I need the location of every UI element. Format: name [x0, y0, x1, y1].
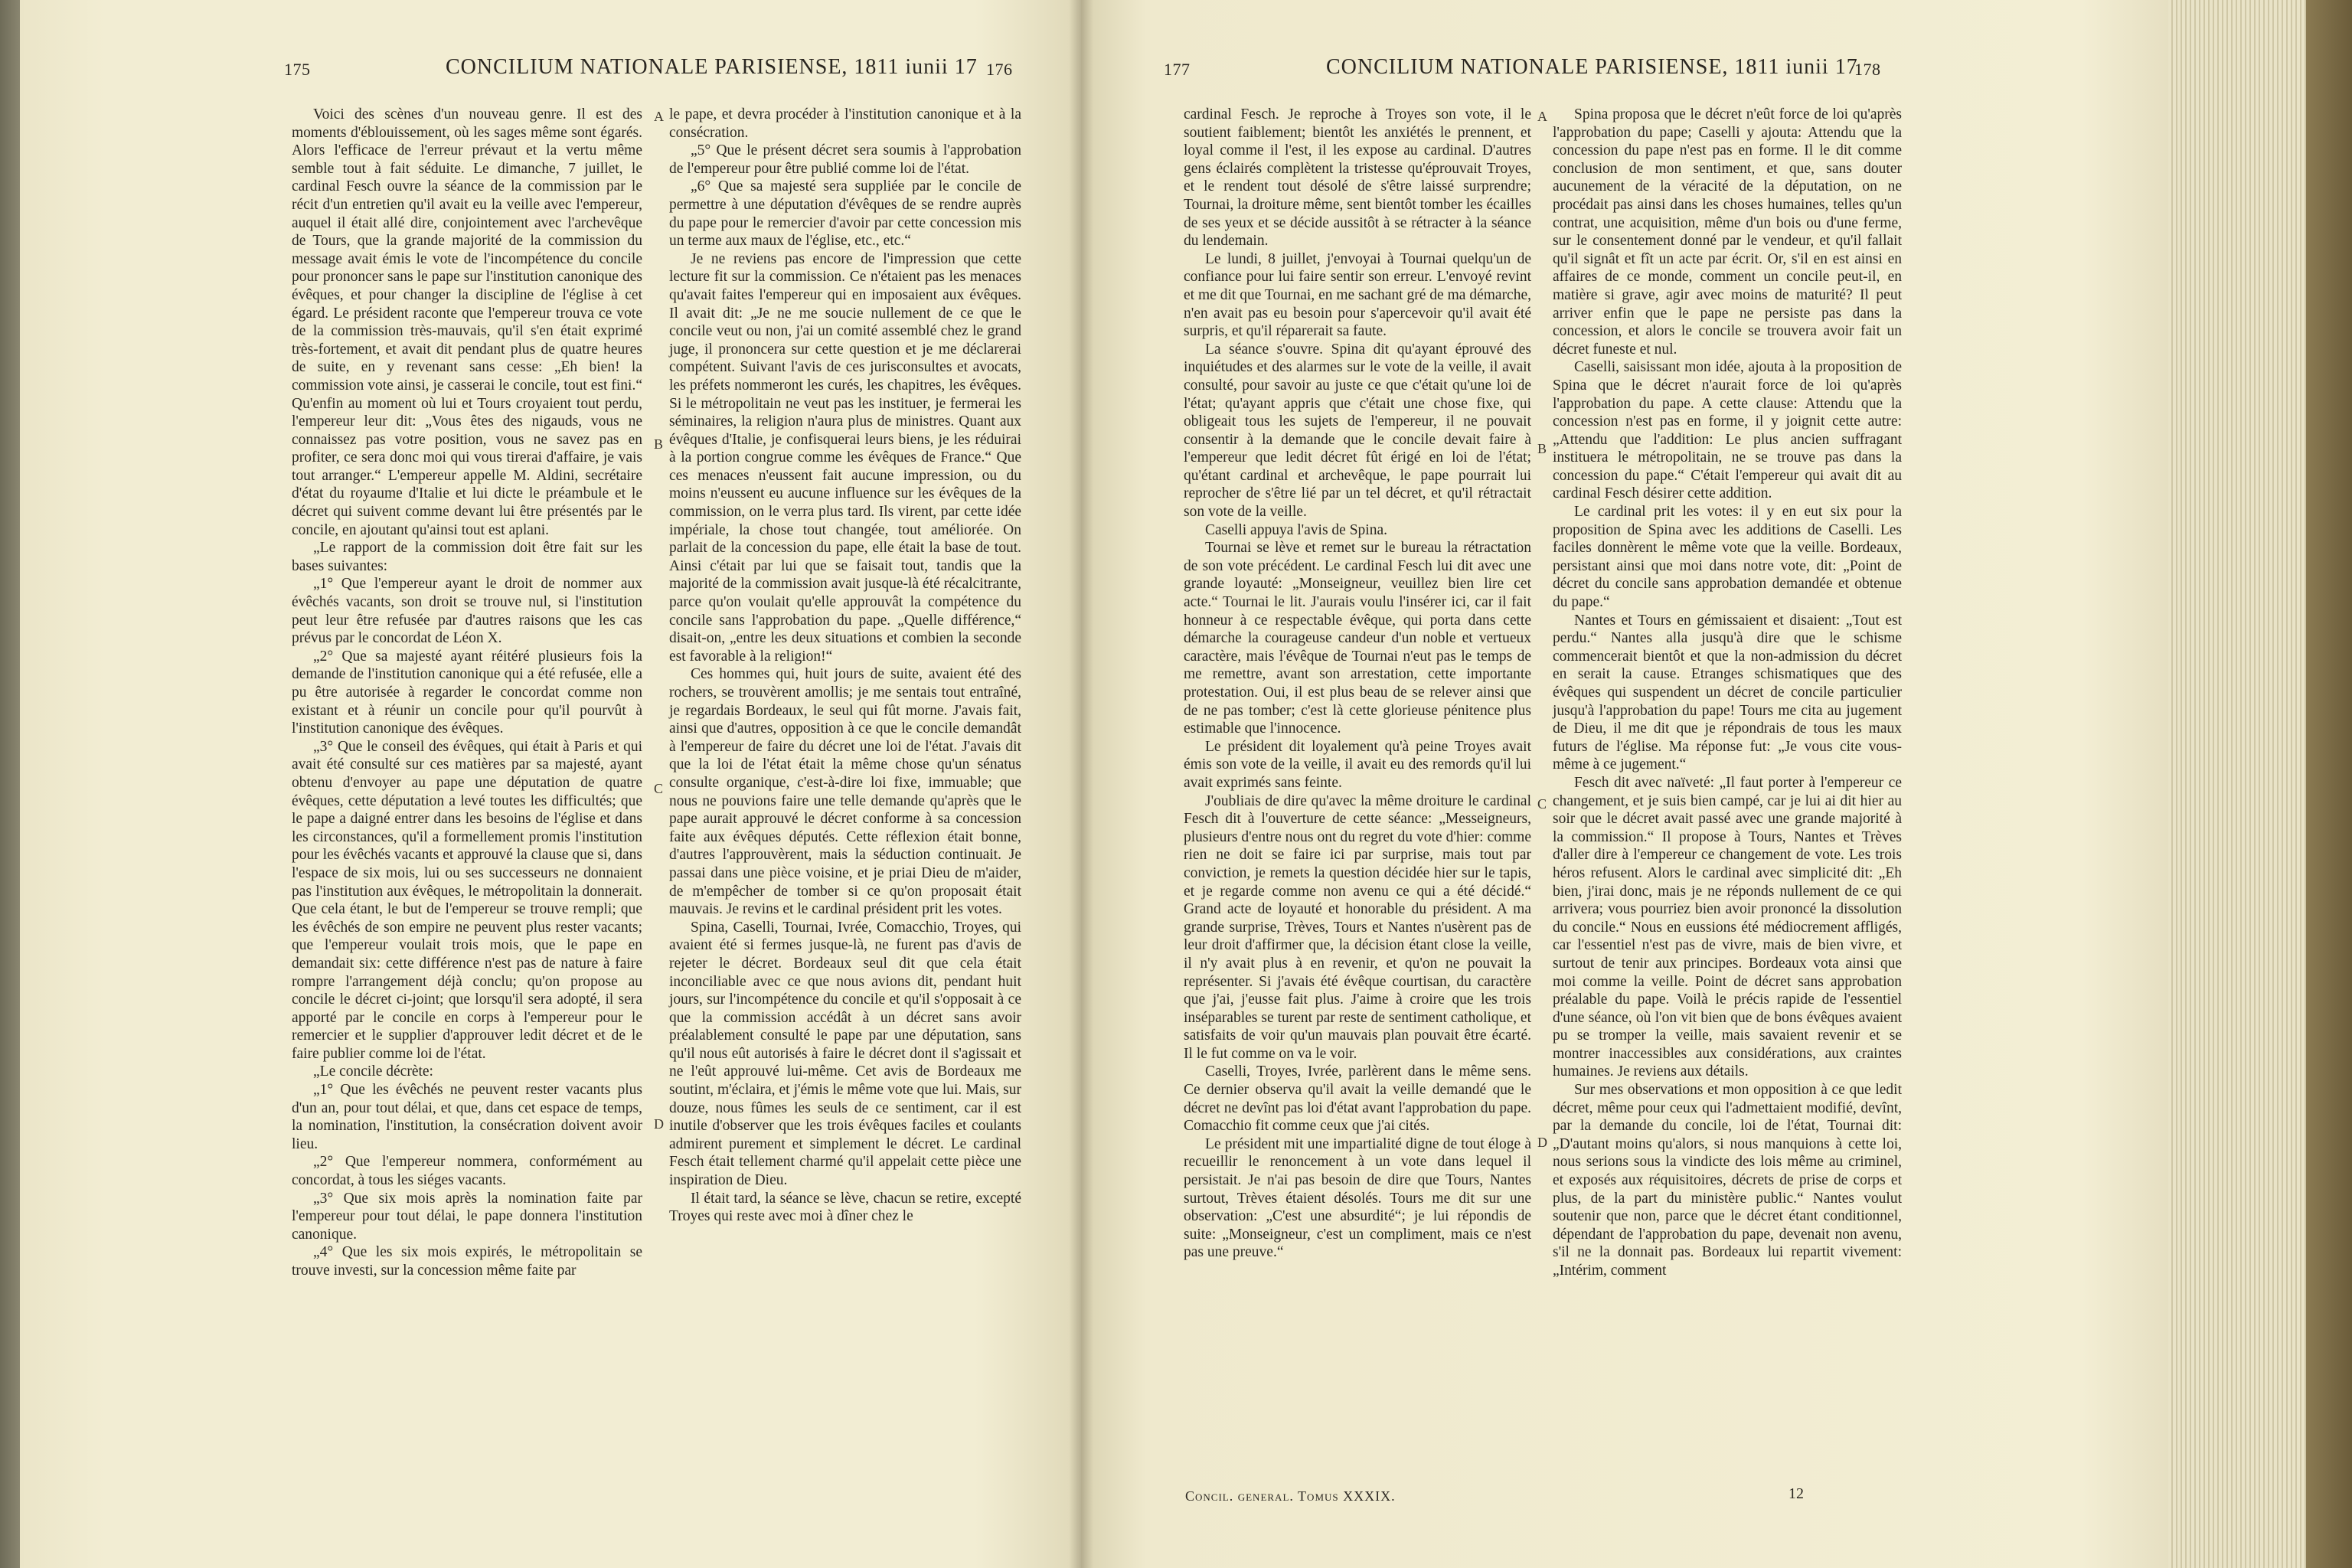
margin-letter-c: C	[1537, 796, 1547, 812]
paragraph: „1° Que l'empereur ayant le droit de nommer aux évêchés vacants, son droit se trouve nul, si l'institution peut leur être refusée par d'autres raisons que les cas prévus par le concordat de Léon X.	[292, 576, 642, 647]
page-stack-edge	[2168, 0, 2306, 1568]
page-number-176: 176	[986, 60, 1013, 79]
paragraph: Caselli, Troyes, Ivrée, parlèrent dans le même sens. Ce dernier observa qu'il avait la veille demandé que le décret ne devînt pas loi d'état avant l'approbation du pape. Comacchio fit comme ceux que j'ai cités.	[1184, 1063, 1531, 1135]
paragraph: „Le rapport de la commission doit être fait sur les bases suivantes:	[292, 540, 642, 574]
paragraph: Nantes et Tours en gémissaient et disaient: „Tout est perdu.“ Nantes alla jusqu'à dire que le schisme commencerait bientôt et que la non-admission du décret en serait la cause. Etranges schismatiques que des évêques qui suspendent un décret de concile particulier jusqu'à l'approbation du pape! Tours me cita au jugement de Dieu, il me dit que je répondrais de tous les maux futurs de l'église. Ma réponse fut: „Je vous cite vous-même à ce jugement.“	[1553, 612, 1902, 773]
paragraph: le pape, et devra procéder à l'institution canonique et à la consécration.	[669, 106, 1021, 141]
paragraph: Caselli, saisissant mon idée, ajouta à la proposition de Spina que le décret n'aurait force de loi qu'après l'approbation du pape. A cette clause: Attendu que la concession n'est pas en forme, il y joignit cette autre: „Attendu que l'addition: Le plus ancien suffragant instituera le métropolitain, ne se trouve pas dans la concession du pape.“ C'était l'empereur qui avait dit au cardinal Fesch désirer cette addition.	[1553, 359, 1902, 502]
paragraph: Spina, Caselli, Tournai, Ivrée, Comacchio, Troyes, qui avaient été si fermes jusque-là, ne furent pas d'avis de rejeter le décret. Bordeaux seul dit que cela était inconciliable avec ce que nous avions dit, pendant huit jours, sur l'incompétence du concile et qu'il s'opposait à ce que la commission accédât à un décret sans avoir préalablement consulté le pape par une députation, sans qu'il nous eût autorisés à faire le décret dont il s'agissait et ne l'eût approuvé lui-même. Cet avis de Bordeaux me soutint, m'éclaira, et j'émis le même vote que lui. Mais, sur douze, nous fûmes les seuls de ce sentiment, car il est inutile d'observer que les trois évêques faciles et coulants admirent purement et simplement le décret. Le cardinal Fesch était tellement charmé qu'il appelait cette pièce une inspiration de Dieu.	[669, 919, 1021, 1189]
paragraph: Je ne reviens pas encore de l'impression que cette lecture fit sur la commission. Ce n'étaient pas les menaces qu'avait faites l'empereur qui en imposaient aux évêques. Il avait dit: „Je ne me soucie nullement de ce que le concile veut ou non, j'ai un comité assemblé chez le grand juge, il prononcera sur cette question et je me déclarerai compétent. Suivant l'avis de ces jurisconsultes et avocats, les préfets nommeront les curés, les chapitres, les évêques. Si le métropolitain ne veut pas les instituer, je fermerai les séminaires, la religion n'aura plus de ministres. Quant aux évêques d'Italie, je confisquerai leurs biens, je les réduirai à la portion congrue comme les évêques de France.“ Que ces menaces n'eussent fait aucune impression, ou du moins n'eussent eu aucune influence sur les évêques de la commission, on le verra plus tard. Ils virent, par cette idée impériale, la chose tout changée, tout améliorée. On parlait de la concession du pape, elle était la base de tout. Ainsi c'était par lui que se faisait tout, tandis que la majorité de la commission avait jusque-là été récalcitrante, parce qu'on voulait qu'elle approuvât la compétence du concile sans l'approbation du pape. „Quelle différence,“ disait-on, „entre les deux situations et combien la seconde est favorable à la religion!“	[669, 250, 1021, 665]
paragraph: Spina proposa que le décret n'eût force de loi qu'après l'approbation du pape; Caselli y ajouta: Attendu que la concession du pape n'est pas en forme. Il le dit comme conclusion de mon sentiment, et que, sans douter aucunement de la véracité de la députation, on ne procédait pas ainsi dans les choses humaines, telles qu'un contrat, une acquisition, même d'un bois ou d'une ferme, sur le consentement donné par le vendeur, et qu'il fallait qu'il signât et fît un acte par écrit. Or, s'il en est ainsi en affaires de ce monde, comment un concile peut-il, en matière si grave, agir avec moins de maturité? Il peut arriver enfin que le pape ne persiste pas dans la concession, et alors le concile se trouvera avoir fait un décret funeste et nul.	[1553, 106, 1902, 358]
paragraph: Le président mit une impartialité digne de tout éloge à recueillir le renoncement à un vote dans lequel il persistait. Je n'ai pas besoin de dire que Tours, Nantes surtout, Trèves étaient désolés. Tours me dit sur une observation: „C'est une absurdité“; je lui répondis de suite: „Monseigneur, c'est un compliment, mais ce n'est pas une preuve.“	[1184, 1135, 1531, 1261]
paragraph: „3° Que le conseil des évêques, qui était à Paris et qui avait été consulté sur ces matières par sa majesté, ayant obtenu d'envoyer au pape une députation de quatre évêques, cette députation a levé toutes les difficultés; que le pape a daigné entrer dans les besoins de l'église et dans les circonstances, qu'il a formellement promis l'institution pour les évêchés vacants et approuvé la clause que si, dans l'espace de six mois, lui ou ses successeurs ne donnaient pas l'institution aux évêques, le métropolitain la donnerait. Que cela étant, le but de l'empereur se trouve rempli; que les évêchés de son empire ne peuvent plus rester vacants; que l'empereur voulait trois mois, que le pape en demandait six: cette différence n'est pas de nature à faire rompre l'arrangement déjà conclu; qu'on propose au concile le décret ci-joint; que lorsqu'il sera adopté, il sera apporté par le concile en corps à l'empereur pour le remercier et le supplier d'approuver ledit décret et de le faire publier comme loi de l'état.	[292, 738, 642, 1062]
paragraph: Ces hommes qui, huit jours de suite, avaient été des rochers, se trouvèrent amollis; je me sentais tout entraîné, je regardais Bordeaux, le seul qui fût morne. J'avais fait, ainsi que d'autres, opposition à ce que le concile demandât à l'empereur de faire du décret une loi de l'état. J'avais dit que la loi de l'état était la même chose qu'un sénatus consulte organique, c'est-à-dire loi fixe, immuable; que nous ne pouvions faire une telle demande qu'après que le pape aurait approuvé le décret conforme à sa concession faite aux évêques députés. Cette réflexion était bonne, d'autres l'approuvèrent, mais la séduction continuait. Je passai dans une pièce voisine, et je priai Dieu de m'aider, de m'empêcher de tomber si ce qu'on proposait était mauvais. Je revins et le cardinal président prit les votes.	[669, 666, 1021, 918]
page-number-177: 177	[1164, 60, 1191, 79]
book-right-edge	[2168, 0, 2352, 1568]
paragraph: Sur mes observations et mon opposition à ce que ledit décret, même pour ceux qui l'admettaient modifié, devînt, par la demande du concile, loi de l'état, Tournai dit: „D'autant moins qu'alors, si nous manquions à cette loi, nous serions sous la vindicte des lois même au criminel, et exposés aux réquisitoires, décrets de prise de corps et plus, de la part du ministère public.“ Nantes voulut soutenir que non, parce que le décret étant conditionnel, dépendant de l'approbation du pape, devenait non avenu, s'il ne la donnait pas. Bordeaux lui repartit vivement: „Intérim, comment	[1553, 1082, 1902, 1279]
running-title-right: CONCILIUM NATIONALE PARISIENSE, 1811 iunii 17	[1326, 55, 1858, 79]
paragraph: „Le concile décrète:	[313, 1063, 433, 1080]
running-title-left: CONCILIUM NATIONALE PARISIENSE, 1811 iunii 17	[446, 55, 978, 79]
right-page-column-a	[1184, 106, 1531, 1262]
right-page-column-b	[1553, 106, 1902, 1280]
book-cover-edge	[2306, 0, 2352, 1568]
margin-letter-a: A	[1537, 109, 1547, 124]
footer-sheet-number: 12	[1788, 1485, 1804, 1502]
margin-letter-b: B	[654, 436, 664, 452]
left-page-header	[20, 55, 1081, 86]
left-page-column-a	[292, 106, 642, 1280]
paragraph: Caselli appuya l'avis de Spina.	[1205, 521, 1388, 538]
paragraph: „3° Que six mois après la nomination faite par l'empereur pour tout délai, le pape donnera l'institution canonique.	[292, 1190, 642, 1243]
margin-letter-d: D	[1537, 1135, 1547, 1150]
paragraph: Le cardinal prit les votes: il y en eut six pour la proposition de Spina avec les additions de Caselli. Les faciles donnèrent le même vote que la veille. Bordeaux, persistant ainsi que moi dans notre vote, dit: „Point de décret du concile sans approbation demandée et obtenue du pape.“	[1553, 504, 1902, 611]
paragraph: Voici des scènes d'un nouveau genre. Il est des moments d'éblouissement, où les sages même sont égarés. Alors l'efficace de l'erreur prévaut et la vertu même semble tout à fait séduite. Le dimanche, 7 juillet, le cardinal Fesch ouvre la séance de la commission par le récit d'un entretien qu'il avait eu la veille avec l'empereur, auquel il était allé dire, conjointement avec l'archevêque de Tours, que la grande majorité de la commission du message avait émis le vote de l'incompétence du concile pour prononcer sans le pape sur l'institution canonique des évêques, et pour changer la discipline de l'église à cet égard. Le président raconte que l'empereur trouva ce vote de la commission très-mauvais, qu'il s'en était exprimé très-fortement, et avait dit pendant plus de quatre heures de suite, en y revenant sans cesse: „Eh bien! la commission vote ainsi, je casserai le concile, tout est fini.“ Qu'enfin au moment où lui et Tours croyaient tout perdu, l'empereur leur dit: „Vous êtes des nigauds, vous ne connaissez pas votre position, vous ne savez pas en profiter, ce sera donc moi qui vous tirerai d'affaire, je vais tout arranger.“ L'empereur appelle M. Aldini, secrétaire d'état du royaume d'Italie et lui dicte le préambule et le décret qui suivent comme devant lui être présentés par le concile, en ajoutant qu'ainsi tout est aplani.	[292, 106, 642, 538]
footer-signature: Concil. general. Tomus XXXIX.	[1185, 1488, 1396, 1504]
paragraph: „2° Que l'empereur nommera, conformément au concordat, à tous les siéges vacants.	[292, 1154, 642, 1189]
paragraph: J'oubliais de dire qu'avec la même droiture le cardinal Fesch dit à l'ouverture de cette séance: „Messeigneurs, plusieurs d'entre nous ont du regret du vote d'hier: comme rien ne doit se faire ici par surprise, mais tout par conviction, je remets la question décidée hier sur le tapis, et je regarde comme non avenu ce qui a été décidé.“ Grand acte de loyauté et honorable du président. A ma grande surprise, Trèves, Tours et Nantes n'usèrent pas de leur droit d'affirmer que, la décision étant close la veille, il n'y avait plus à en revenir, et qu'on ne pouvait la représenter. Si j'avais été évêque courtisan, du caractère que j'ai, j'eusse fait plus. J'aime à croire que les trois inséparables se turent par reste de sentiment catholique, et satisfaits de voir qu'un mauvais plan pouvait être écarté. Il le fut comme on va le voir.	[1184, 792, 1531, 1062]
left-page-column-b	[669, 106, 1021, 1226]
book-gutter-shadow	[1069, 0, 1093, 1568]
paragraph: cardinal Fesch. Je reproche à Troyes son vote, il le soutient faiblement; bientôt les anxiétés le prennent, et loyal comme il l'est, il les expose au cardinal. D'autres gens éclairés complètent la tristesse qu'éprouvait Troyes, et le rendent tout désolé de s'être laissé surprendre; Tournai, la droiture même, sent bientôt tomber les écailles de ses yeux et se décide aussitôt à se rétracter à la séance du lendemain.	[1184, 106, 1531, 250]
paragraph: Il était tard, la séance se lève, chacun se retire, excepté Troyes qui reste avec moi à dîner chez le	[669, 1190, 1021, 1225]
paragraph: „2° Que sa majesté ayant réitéré plusieurs fois la demande de l'institution canonique qui a été refusée, elle a pu être autorisée à regarder le concordat comme non existant et à réunir un concile pour qu'il pourvût à l'institution canonique des évêques.	[292, 648, 642, 737]
right-page-header	[1081, 55, 2168, 86]
paragraph: Le président dit loyalement qu'à peine Troyes avait émis son vote de la veille, il avait eu des remords qu'il lui avait exprimés sans feinte.	[1184, 738, 1531, 791]
left-page	[20, 0, 1081, 1568]
paragraph: „4° Que les six mois expirés, le métropolitain se trouve investi, sur la concession même faite par	[292, 1244, 642, 1279]
page-number-175: 175	[284, 60, 311, 79]
paragraph: „5° Que le présent décret sera soumis à l'approbation de l'empereur pour être publié comme loi de l'état.	[669, 142, 1021, 177]
paragraph: „6° Que sa majesté sera suppliée par le concile de permettre à une députation d'évêques de se rendre auprès du pape pour le remercier d'avoir par cette concession mis un terme aux maux de l'église, etc., etc.“	[669, 178, 1021, 250]
margin-letter-c: C	[654, 781, 664, 796]
right-page	[1081, 0, 2168, 1568]
paragraph: La séance s'ouvre. Spina dit qu'ayant éprouvé des inquiétudes et des alarmes sur le vote de la veille, il avait consulté, pour savoir au juste ce que c'était qu'une loi de l'état; qu'ayant appris que c'était une chose fixe, qui obligeait tous les sujets de l'empereur, il ne pouvait consentir à la demande que le concile devait faire à l'empereur que ledit décret fût érigé en loi de l'état; qu'étant cardinal et archevêque, le pape pourrait lui reprocher de s'être lié par un tel décret, et qu'il rétractait son vote de la veille.	[1184, 341, 1531, 521]
margin-letter-b: B	[1537, 441, 1547, 456]
book-left-edge	[0, 0, 20, 1568]
paragraph: Le lundi, 8 juillet, j'envoyai à Tournai quelqu'un de confiance pour lui faire sentir son erreur. L'envoyé revint et me dit que Tournai, en me sachant gré de ma démarche, n'en avait pas eu besoin pour s'apercevoir qu'il avait été surpris, et qu'il réparerait sa faute.	[1184, 250, 1531, 340]
margin-letter-a: A	[654, 109, 664, 124]
paragraph: Fesch dit avec naïveté: „Il faut porter à l'empereur ce changement, et je suis bien campé, car je lui ai dit hier au soir que le décret avait passé avec une grande majorité à la commission.“ Il propose à Tours, Nantes et Trèves d'aller dire à l'empereur ce changement de vote. Les trois héros refusent. Alors le cardinal avec simplicité dit: „Eh bien, j'irai donc, mais je ne réponds nullement de ce qui arrivera; vous pourriez bien avoir prononcé la dissolution du concile.“ Nous en eussions été médiocrement affligés, car l'essentiel n'est pas de vivre, mais de bien vivre, et surtout de tenir aux principes. Bordeaux vota ainsi que moi comme la veille. Point de décret sans approbation préalable du pape. Voilà le précis rapide de l'essentiel d'une séance, où l'on vit bien que de bons évêques avaient pu se tromper la veille, mais savaient revenir et se montrer inaccessibles aux considérations, aux craintes humaines. Je reviens aux détails.	[1553, 774, 1902, 1080]
margin-letter-d: D	[654, 1116, 664, 1132]
paragraph: „1° Que les évêchés ne peuvent rester vacants plus d'un an, pour tout délai, et que, dans cet espace de temps, la nomination, l'institution, la consécration doivent avoir lieu.	[292, 1082, 642, 1152]
paragraph: Tournai se lève et remet sur le bureau la rétractation de son vote précédent. Le cardinal Fesch lui dit avec une grande loyauté: „Monseigneur, veuillez bien lire cet acte.“ Tournai le lit. J'aurais voulu l'insérer ici, car il fait honneur à ce respectable évêque, qui porta dans cette démarche la courageuse candeur d'un noble et vertueux caractère, mais l'évêque de Tournai n'eut pas le temps de me remettre, avant son arrestation, cette importante protestation. Oui, il est plus beau de se relever ainsi que de ne pas tomber; c'est là cette glorieuse pénitence plus estimable que l'innocence.	[1184, 540, 1531, 737]
page-number-178: 178	[1854, 60, 1881, 79]
